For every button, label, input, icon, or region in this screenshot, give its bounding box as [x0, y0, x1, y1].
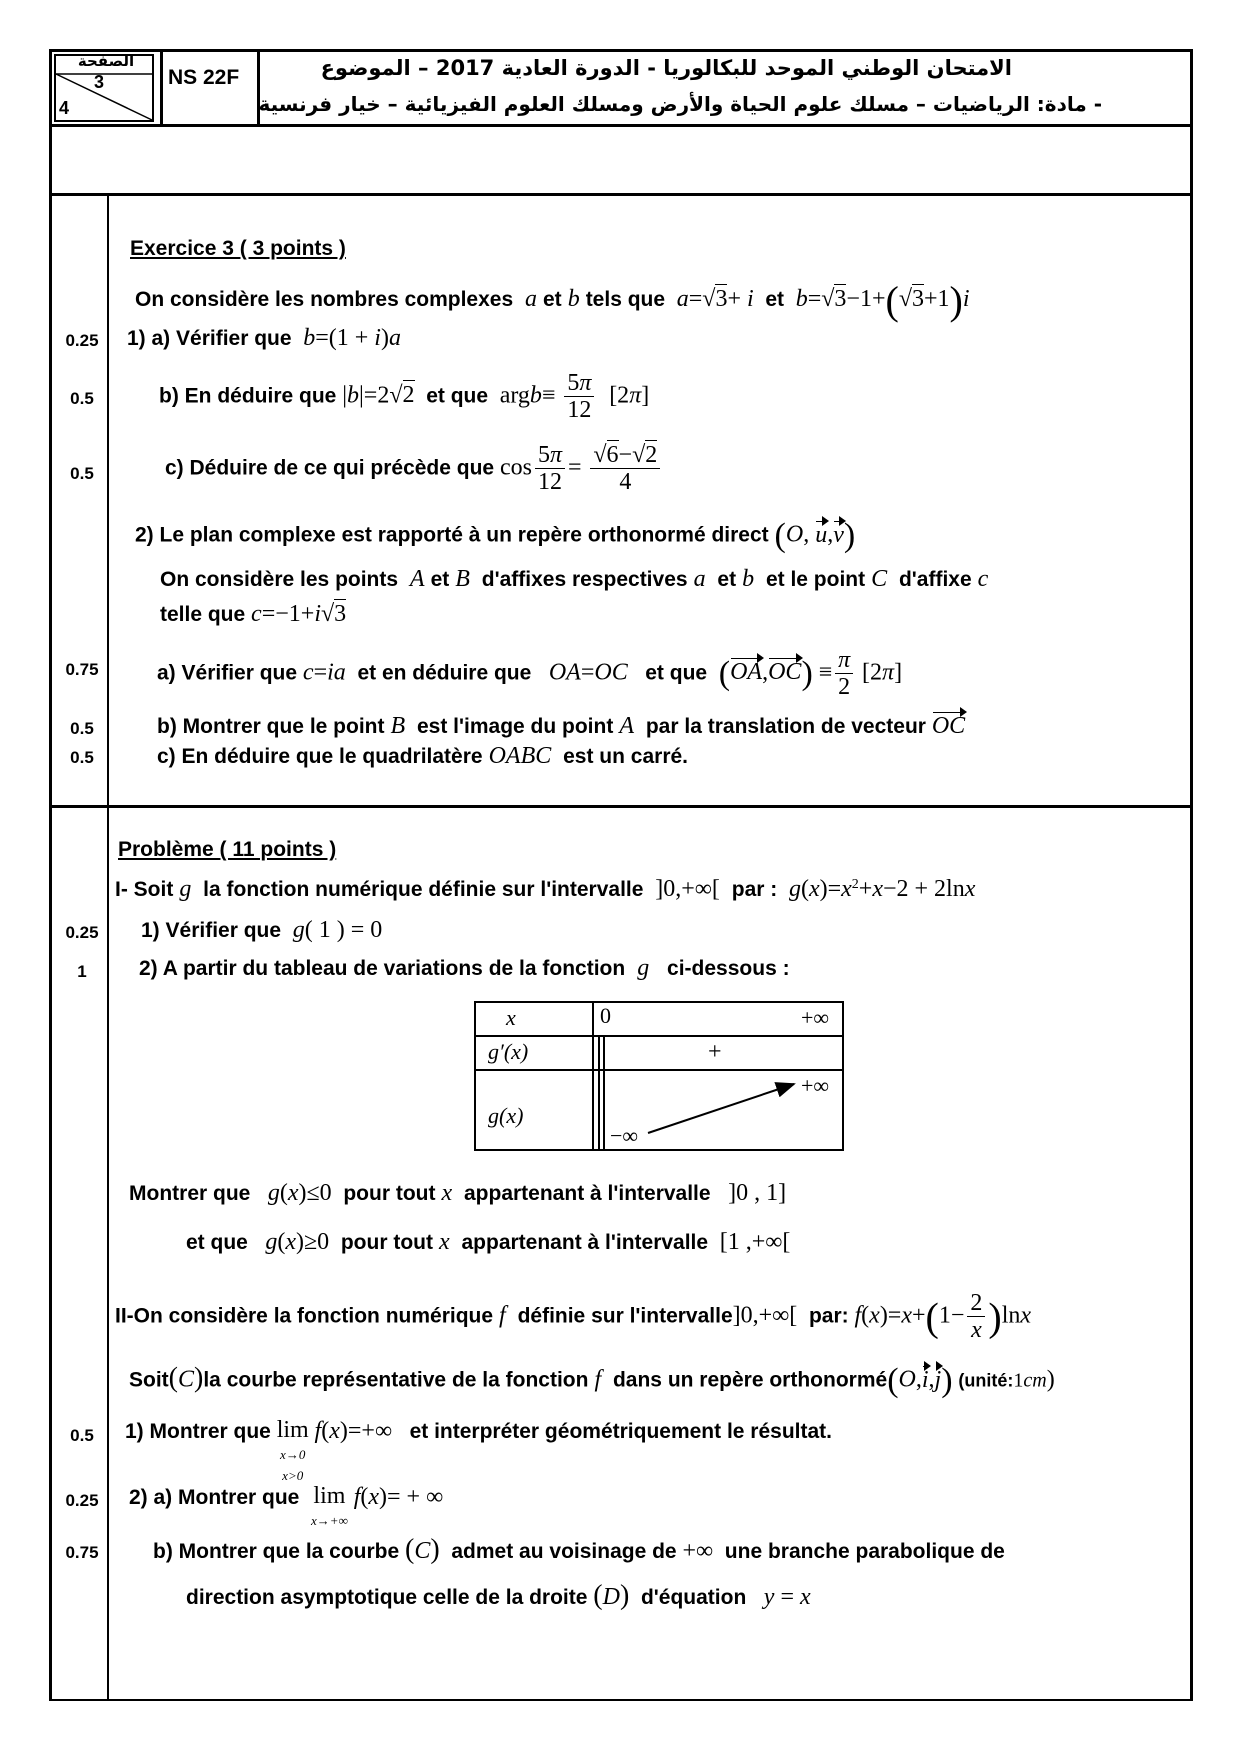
q1c-points: 0.5 — [70, 464, 94, 483]
I2-points: 1 — [77, 962, 87, 981]
q2-text: 2) Le plan complexe est rapporté à un repère orthonormé direct (O, u,v) — [135, 517, 856, 554]
q1b-text: b) En déduire que |b|=2√2 et que argb≡ $\frac{5\pi}{12}$ [2π] — [159, 370, 650, 424]
q2c-points: 0.5 — [70, 748, 94, 767]
exam-code: NS 22F — [168, 66, 240, 89]
I1-text: 1) Vérifier que g( 1 ) = 0 — [141, 917, 383, 943]
q2a-text: a) Vérifier que c=ia et en déduire que OA=OC et que (OA,OC) ≡ $\frac{\pi}{2}$ [2π] — [157, 647, 903, 701]
II2b-text: b) Montrer que la courbe (C) admet au voisinage de +∞ une branche parabolique de — [153, 1534, 1005, 1565]
show2-text: et que g(x)≥0 pour tout x appartenant à l'intervalle [1 ,+∞[ — [186, 1229, 791, 1255]
q2c-text: c) En déduire que le quadrilatère OABC est un carré. — [157, 743, 689, 769]
II2a-points: 0.25 — [65, 1491, 99, 1510]
q1a-text: 1) a) Vérifier que b=(1 + i)a — [127, 325, 401, 351]
vt-increasing-arrow — [476, 1003, 842, 1149]
vt-g-label: g(x) — [488, 1103, 524, 1128]
vt-gprime-label: g′(x) — [488, 1039, 529, 1064]
q2-such-text: telle que c=−1+i√3 — [160, 601, 347, 627]
II1-points: 0.5 — [70, 1426, 94, 1445]
vt-sign: + — [708, 1039, 722, 1065]
exercise-bottom-line — [49, 805, 1193, 808]
frame-right — [1190, 49, 1193, 1701]
exam-title-line1: الامتحان الوطني الموحد للبكالوريا - الدورة العادية 2017 – الموضوع — [320, 56, 1012, 80]
II2b-points: 0.75 — [65, 1543, 99, 1562]
q2b-points: 0.5 — [70, 719, 94, 738]
problem-I-intro: I- Soit g la fonction numérique définie sur l'intervalle ]0,+∞[ par : $g(x)=x^2+x-2 + 2\ln x$ — [115, 876, 976, 902]
show1-text: Montrer que g(x)≤0 pour tout x appartenant à l'intervalle ]0 , 1] — [129, 1180, 787, 1206]
q2a-points: 0.75 — [65, 660, 99, 679]
page-number: 3 — [94, 72, 105, 92]
q1b-points: 0.5 — [70, 389, 94, 408]
page-label: الصفحة — [77, 52, 135, 70]
q2-points-text: On considère les points A et B d'affixes respectives a et b et le point C d'affixe c — [160, 566, 989, 592]
variation-table — [474, 1001, 844, 1151]
vt-x-label: x — [506, 1005, 516, 1030]
exercise3-title: Exercice 3 ( 3 points ) — [130, 237, 346, 260]
vt-plus-inf-g: +∞ — [801, 1073, 830, 1098]
II1-text: 1) Montrer que lim x→0 x>0 f(x)=+∞ et interpréter géométriquement le résultat. — [125, 1417, 833, 1483]
page-number-box — [54, 54, 154, 122]
page-total: 4 — [59, 98, 70, 118]
vt-minus-inf-g: −∞ — [610, 1123, 639, 1148]
vt-zero: 0 — [600, 1003, 611, 1028]
header-bottom-line — [49, 124, 1193, 127]
q1c-text: c) Déduire de ce qui précède que cos $\frac{5\pi}{12}$ = $\frac{√6-√2}{4}$ — [165, 442, 663, 496]
blank-row-bottom-line — [49, 193, 1193, 196]
frame-left — [49, 49, 52, 1701]
II2b-line2: direction asymptotique celle de la droite (D) d'équation y = x — [186, 1580, 811, 1611]
code-box — [160, 52, 260, 124]
q2b-text: b) Montrer que le point B est l'image du point A par la translation de vecteur OC — [157, 713, 966, 739]
I2-text: 2) A partir du tableau de variations de la fonction g ci-dessous : — [139, 955, 790, 981]
I1-points: 0.25 — [65, 923, 99, 942]
points-column-line — [107, 193, 109, 1701]
frame-bottom — [49, 1699, 1193, 1701]
problem-II-intro: II-On considère la fonction numérique f définie sur l'intervalle]0,+∞[ par: f(x)=x+(1− $\frac{2}{x}$ )lnx — [115, 1290, 1032, 1344]
exercise3-intro: On considère les nombres complexes a et b tels que a=√3+ i et b=√3−1+(√3+1)i — [135, 278, 970, 323]
problem-title: Problème ( 11 points ) — [118, 838, 337, 861]
soit-text: Soit(C)la courbe représentative de la fonction f dans un repère orthonormé(O,i,j) (unité:1cm) — [129, 1362, 1055, 1399]
exam-title-line2: - مادة: الرياضيات – مسلك علوم الحياة والأرض ومسلك العلوم الفيزيائية – خيار فرنسية — [258, 92, 1102, 116]
q1a-points: 0.25 — [65, 331, 99, 350]
II2a-text: 2) a) Montrer que lim x→+∞ f(x)= + ∞ — [129, 1483, 444, 1528]
vt-plus-inf-top: +∞ — [801, 1005, 830, 1030]
